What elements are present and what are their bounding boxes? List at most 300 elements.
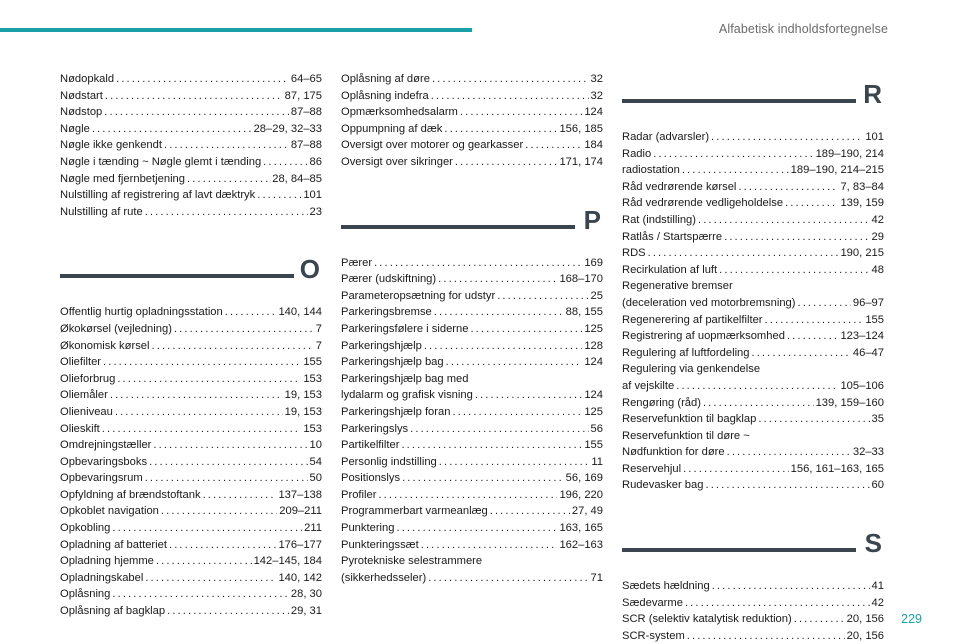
index-entry-term: af vejskilte: [622, 379, 675, 392]
index-entry-term: Partikelfilter: [341, 439, 400, 452]
index-entry-term: Punkteringssæt: [341, 538, 419, 551]
index-entry: [60, 603, 322, 620]
index-entry: [341, 154, 603, 171]
section-header-p: [341, 197, 603, 245]
dot-leader: [374, 255, 582, 272]
index-entry-pages: 189–190, 214: [815, 147, 884, 160]
dot-leader: [156, 553, 252, 570]
index-entry: [341, 255, 603, 272]
index-entry-pages: 140, 144: [278, 306, 322, 319]
dot-leader: [434, 304, 564, 321]
index-entry: [341, 570, 603, 587]
index-entry: [60, 553, 322, 570]
index-entry-term: Parkeringshjælp foran: [341, 405, 451, 418]
index-entry: [60, 520, 322, 537]
entry-continuation: Parkeringshjælp bag med: [341, 372, 469, 385]
index-entry: [341, 404, 603, 421]
index-entry-term: Råd vedrørende vedligeholdelse: [622, 197, 784, 210]
index-entry-pages: 10: [309, 439, 322, 452]
index-entry-pages: 32: [590, 73, 603, 85]
index-entry: [60, 104, 322, 121]
index-entry: [341, 470, 603, 487]
index-entry-pages: 209–211: [279, 505, 322, 518]
index-entry: [622, 345, 884, 362]
index-entry: [60, 586, 322, 603]
index-entry-pages: 176–177: [278, 538, 322, 551]
dot-leader: [225, 304, 277, 321]
index-entry: [60, 387, 322, 404]
dot-leader: [765, 312, 864, 329]
dot-leader: [104, 104, 289, 121]
index-entry-term: Pærer (udskiftning): [341, 273, 437, 286]
index-entry-pages: 48: [871, 263, 884, 276]
index-entry: [60, 487, 322, 504]
index-entry-term: Oppumpning af dæk: [341, 122, 443, 135]
index-entry-pages: 54: [309, 455, 322, 468]
dot-leader: [428, 570, 588, 587]
index-entry-term: Opmærksomhedsalarm: [341, 106, 458, 119]
dot-leader: [152, 338, 314, 355]
dot-leader: [110, 387, 283, 404]
index-entry: [60, 137, 322, 154]
index-entry-pages: 46–47: [852, 346, 884, 359]
dot-leader: [683, 461, 789, 478]
dot-leader: [145, 204, 308, 221]
index-entry: [341, 387, 603, 404]
index-entry-term: Personlig indstilling: [341, 455, 437, 468]
index-entry-pages: 29, 31: [290, 605, 322, 618]
index-entry: [60, 354, 322, 371]
dot-leader: [785, 195, 838, 212]
dot-leader: [263, 154, 307, 171]
index-entry-pages: 56: [590, 422, 603, 435]
dot-leader: [397, 520, 558, 537]
index-entry-pages: 64–65: [290, 73, 322, 85]
index-entry-pages: 28, 30: [290, 588, 322, 601]
index-entry-pages: 25: [590, 289, 603, 302]
dot-leader: [475, 387, 583, 404]
index-entry-term: lydalarm og grafisk visning: [341, 389, 473, 402]
dot-leader: [145, 470, 308, 487]
index-entry-term: Opbevaringsboks: [60, 455, 148, 468]
index-entry-pages: 155: [584, 439, 603, 452]
index-entry-term: Olieforbrug: [60, 372, 116, 385]
index-entry-pages: 28–29, 32–33: [253, 122, 322, 135]
dot-leader: [752, 345, 851, 362]
index-entry-pages: 50: [309, 472, 322, 485]
index-entry: [60, 88, 322, 105]
index-entry-pages: 28, 84–85: [272, 172, 322, 185]
index-entry-pages: 155: [303, 356, 322, 369]
section-rule: [622, 99, 856, 103]
index-entry-pages: 162–163: [559, 538, 603, 551]
dot-leader: [187, 171, 270, 188]
section-header-s: [622, 520, 884, 568]
index-entry-pages: 11: [591, 455, 603, 468]
index-entry: [341, 137, 603, 154]
index-entry: [622, 477, 884, 494]
index-entry-term: Nøgle i tænding ~ Nøgle glemt i tænding: [60, 155, 262, 168]
index-entry-pages: 211: [304, 522, 322, 535]
index-entry: [622, 328, 884, 345]
index-entry: [622, 611, 884, 628]
entry-list: [341, 570, 603, 587]
index-entry: [341, 421, 603, 438]
dot-leader: [794, 611, 845, 628]
dot-leader: [432, 71, 589, 88]
index-column-3: [622, 71, 884, 644]
index-entry: [341, 354, 603, 371]
index-entry-term: Radar (advarsler): [622, 131, 710, 143]
index-entry: [60, 537, 322, 554]
index-entry-pages: 156, 161–163, 165: [790, 462, 884, 475]
index-entry-term: Oliemåler: [60, 389, 108, 402]
dot-leader: [712, 578, 870, 595]
section-letter: P: [583, 204, 601, 235]
dot-leader: [257, 187, 301, 204]
dot-leader: [169, 537, 276, 554]
dot-leader: [153, 437, 307, 454]
index-entry-term: Råd vedrørende kørsel: [622, 180, 737, 193]
index-entry-term: Parkeringsbremse: [341, 306, 432, 319]
index-entry-term: Opkoblet navigation: [60, 505, 159, 518]
index-entry: [622, 444, 884, 461]
dot-leader: [703, 395, 814, 412]
index-entry: [60, 187, 322, 204]
index-entry-term: Regenerering af partikelfilter: [622, 313, 763, 326]
index-entry-term: Oplåsning: [60, 588, 111, 601]
entry-list: [622, 378, 884, 428]
index-entry-term: Parkeringsfølere i siderne: [341, 322, 469, 335]
index-entry-pages: 7: [315, 322, 322, 335]
index-entry-pages: 20, 156: [846, 629, 884, 642]
index-entry-term: Opladning af batteriet: [60, 538, 167, 551]
index-entry: [341, 271, 603, 288]
index-entry-pages: 139, 159–160: [815, 396, 884, 409]
index-entry-term: Programmerbart varmeanlæg: [341, 505, 488, 518]
index-entry-pages: 71: [590, 571, 603, 584]
dot-leader: [421, 537, 558, 554]
dot-leader: [431, 88, 589, 105]
index-entry-pages: 124: [584, 356, 603, 369]
index-entry-pages: 190, 215: [840, 247, 884, 260]
section-rule: [341, 225, 575, 229]
index-entry: [622, 395, 884, 412]
index-entry-pages: 86: [309, 155, 322, 168]
index-entry-term: Opladning hjemme: [60, 555, 154, 568]
index-entry-term: Parkeringslys: [341, 422, 409, 435]
dot-leader: [102, 421, 302, 438]
index-entry-pages: 184: [584, 139, 603, 152]
index-entry-term: Sædevarme: [622, 596, 683, 609]
dot-leader: [401, 437, 582, 454]
index-entry-pages: 140, 142: [278, 571, 322, 584]
index-entry-pages: 171, 174: [559, 155, 603, 168]
index-entry: [60, 71, 322, 88]
index-entry-pages: 139, 159: [840, 197, 884, 210]
index-entry-term: Olieskift: [60, 422, 100, 435]
index-entry-term: Positionslys: [341, 472, 401, 485]
dot-leader: [438, 271, 557, 288]
dot-leader: [103, 354, 301, 371]
index-entry: [341, 520, 603, 537]
index-entry: [622, 628, 884, 644]
index-entry: [341, 487, 603, 504]
index-entry: [341, 88, 603, 105]
dot-leader: [161, 503, 277, 520]
index-entry-pages: 56, 169: [565, 472, 603, 485]
dot-leader: [149, 454, 307, 471]
dot-leader: [145, 570, 276, 587]
index-entry: [622, 461, 884, 478]
dot-leader: [798, 295, 851, 312]
index-entry-pages: 153: [303, 422, 322, 435]
index-entry-term: Parameteropsætning for udstyr: [341, 289, 496, 302]
index-entry: [622, 312, 884, 329]
index-entry-term: Parkeringshjælp: [341, 339, 422, 352]
dot-leader: [410, 421, 588, 438]
dot-leader: [653, 146, 813, 163]
index-entry-term: Nulstilling af registrering af lavt dæktryk: [60, 189, 256, 202]
index-entry: [622, 245, 884, 262]
index-entry-pages: 32: [590, 89, 603, 102]
dot-leader: [203, 487, 277, 504]
index-entry-term: Punktering: [341, 522, 395, 535]
index-entry-term: Rat (indstilling): [622, 213, 696, 226]
dot-leader: [525, 137, 582, 154]
dot-leader: [446, 354, 583, 371]
dot-leader: [115, 404, 283, 421]
dot-leader: [92, 121, 252, 138]
index-entry-term: Oliefilter: [60, 356, 102, 369]
entry-list: [341, 255, 603, 371]
index-entry: [60, 371, 322, 388]
index-entry-term: Opfyldning af brændstoftank: [60, 488, 201, 501]
section-letter: O: [299, 254, 320, 285]
dot-leader: [112, 586, 289, 603]
section-rule: [60, 274, 294, 278]
index-entry: [341, 304, 603, 321]
index-entry-pages: 156, 185: [559, 122, 603, 135]
index-entry-pages: 168–170: [559, 273, 603, 286]
index-entry-pages: 27, 49: [571, 505, 603, 518]
entry-list: [60, 71, 322, 220]
index-entry-pages: 42: [871, 596, 884, 609]
index-entry-pages: 7, 83–84: [840, 180, 884, 193]
dot-leader: [705, 477, 869, 494]
index-entry-term: Nulstilling af rute: [60, 205, 143, 218]
index-entry-pages: 19, 153: [284, 389, 322, 402]
index-entry: [60, 171, 322, 188]
index-entry-pages: 32–33: [852, 446, 884, 459]
dot-leader: [452, 404, 582, 421]
dot-leader: [402, 470, 564, 487]
dot-leader: [460, 104, 582, 121]
index-entry-term: Pærer: [341, 256, 373, 269]
entry-continuation: Reservefunktion til døre ~: [622, 429, 750, 442]
entry-continuation: Pyrotekniske selestrammere: [341, 555, 483, 568]
index-entry-term: SCR-system: [622, 629, 685, 642]
dot-leader: [787, 328, 839, 345]
index-entry: [60, 304, 322, 321]
index-entry: [341, 104, 603, 121]
dot-leader: [444, 121, 557, 138]
index-entry: [60, 421, 322, 438]
index-entry-term: (sikkerhedsseler): [341, 571, 427, 584]
index-entry: [341, 121, 603, 138]
page-number: 229: [901, 612, 922, 626]
index-entry-pages: 137–138: [278, 488, 322, 501]
index-entry: [60, 338, 322, 355]
dot-leader: [738, 179, 838, 196]
index-entry-term: RDS: [622, 247, 646, 260]
index-entry-term: Sædets hældning: [622, 580, 710, 593]
index-entry: [60, 570, 322, 587]
index-entry-term: Oversigt over sikringer: [341, 155, 453, 168]
index-entry: [341, 537, 603, 554]
dot-leader: [648, 245, 839, 262]
index-entry-pages: 124: [584, 389, 603, 402]
section-letter: R: [863, 79, 882, 109]
index-entry: [341, 437, 603, 454]
header-accent-bar: [0, 28, 472, 32]
index-entry-pages: 155: [865, 313, 884, 326]
index-entry: [341, 321, 603, 338]
entry-list: [341, 387, 603, 553]
entry-list: [622, 295, 884, 361]
index-entry: [60, 204, 322, 221]
index-entry: [622, 212, 884, 229]
index-entry-term: Oplåsning af bagklap: [60, 605, 166, 618]
index-entry-term: Recirkulation af luft: [622, 263, 718, 276]
section-header-r: [622, 71, 884, 119]
index-entry-term: Nødopkald: [60, 73, 115, 85]
dot-leader: [727, 444, 851, 461]
dot-leader: [676, 378, 838, 395]
index-entry-term: Oplåsning af døre: [341, 73, 430, 85]
index-entry-pages: 105–106: [840, 379, 884, 392]
index-entry-pages: 87–88: [290, 106, 322, 119]
index-entry: [60, 503, 322, 520]
index-entry-pages: 29: [871, 230, 884, 243]
index-entry-term: Nøgle: [60, 122, 90, 135]
index-entry-term: Nødfunktion for døre: [622, 446, 725, 459]
dot-leader: [439, 454, 590, 471]
dot-leader: [719, 262, 869, 279]
page-header-title: Alfabetisk indholdsfortegnelse: [718, 22, 888, 36]
index-entry-term: Omdrejningstæller: [60, 439, 152, 452]
index-entry-pages: 163, 165: [559, 522, 603, 535]
index-entry-term: (deceleration ved motorbremsning): [622, 296, 796, 309]
index-entry-pages: 60: [871, 479, 884, 492]
dot-leader: [112, 520, 302, 537]
index-entry-term: Offentlig hurtig opladningsstation: [60, 306, 223, 319]
index-entry: [622, 378, 884, 395]
index-entry-term: Økokørsel (vejledning): [60, 322, 172, 335]
index-entry-pages: 153: [303, 372, 322, 385]
index-entry-term: Registrering af uopmærksomhed: [622, 330, 785, 343]
index-entry: [622, 262, 884, 279]
dot-leader: [497, 288, 588, 305]
index-entry-term: Nødstart: [60, 89, 103, 102]
index-entry-pages: 19, 153: [284, 405, 322, 418]
index-entry-pages: 123–124: [840, 330, 884, 343]
entry-continuation: Regulering via genkendelse: [622, 363, 761, 376]
index-entry-pages: 189–190, 214–215: [790, 164, 884, 177]
dot-leader: [105, 88, 283, 105]
index-entry-pages: 142–145, 184: [253, 555, 322, 568]
index-entry-term: Olieniveau: [60, 405, 113, 418]
index-entry-pages: 96–97: [852, 296, 884, 309]
index-entry: [622, 195, 884, 212]
index-entry: [622, 578, 884, 595]
dot-leader: [470, 321, 582, 338]
index-entry-pages: 101: [865, 131, 884, 143]
index-entry: [60, 154, 322, 171]
index-entry-pages: 125: [584, 322, 603, 335]
index-entry: [622, 411, 884, 428]
index-entry: [622, 162, 884, 179]
dot-leader: [378, 487, 557, 504]
entry-list: [622, 129, 884, 278]
dot-leader: [698, 212, 870, 229]
index-entry-term: radiostation: [622, 164, 680, 177]
index-entry-term: Profiler: [341, 488, 377, 501]
index-column-1: [60, 71, 322, 620]
entry-continuation: Regenerative bremser: [622, 280, 733, 293]
index-entry-pages: 88, 155: [565, 306, 603, 319]
index-entry-pages: 125: [584, 405, 603, 418]
dot-leader: [687, 628, 845, 644]
section-letter: S: [864, 528, 882, 559]
entry-list: [341, 71, 603, 171]
index-entry-term: Oversigt over motorer og gearkasser: [341, 139, 524, 152]
index-entry-pages: 124: [584, 106, 603, 119]
index-entry-pages: 169: [584, 256, 603, 269]
index-entry-term: Nødstop: [60, 106, 103, 119]
index-entry: [341, 288, 603, 305]
dot-leader: [167, 603, 289, 620]
dot-leader: [682, 162, 789, 179]
index-entry-term: Opbevaringsrum: [60, 472, 143, 485]
index-entry: [622, 595, 884, 612]
index-entry-term: Reservefunktion til bagklap: [622, 413, 757, 426]
index-entry-pages: 128: [584, 339, 603, 352]
index-entry: [60, 404, 322, 421]
index-entry-term: Regulering af luftfordeling: [622, 346, 750, 359]
index-entry-term: Rudevasker bag: [622, 479, 704, 492]
index-entry-term: Nøgle ikke genkendt: [60, 139, 162, 152]
index-entry-term: Opkobling: [60, 522, 111, 535]
index-entry-pages: 101: [303, 189, 322, 202]
dot-leader: [685, 595, 870, 612]
dot-leader: [424, 338, 582, 355]
index-entry-term: Parkeringshjælp bag: [341, 356, 444, 369]
index-entry: [60, 470, 322, 487]
index-entry-pages: 87, 175: [284, 89, 322, 102]
index-entry: [341, 71, 603, 88]
index-column-2: [341, 71, 603, 586]
index-entry-pages: 87–88: [290, 139, 322, 152]
entry-list: [60, 304, 322, 619]
index-entry: [622, 129, 884, 146]
index-entry-pages: 23: [309, 205, 322, 218]
index-entry-pages: 7: [315, 339, 322, 352]
index-entry: [60, 121, 322, 138]
dot-leader: [724, 229, 869, 246]
dot-leader: [116, 71, 289, 88]
dot-leader: [174, 321, 314, 338]
